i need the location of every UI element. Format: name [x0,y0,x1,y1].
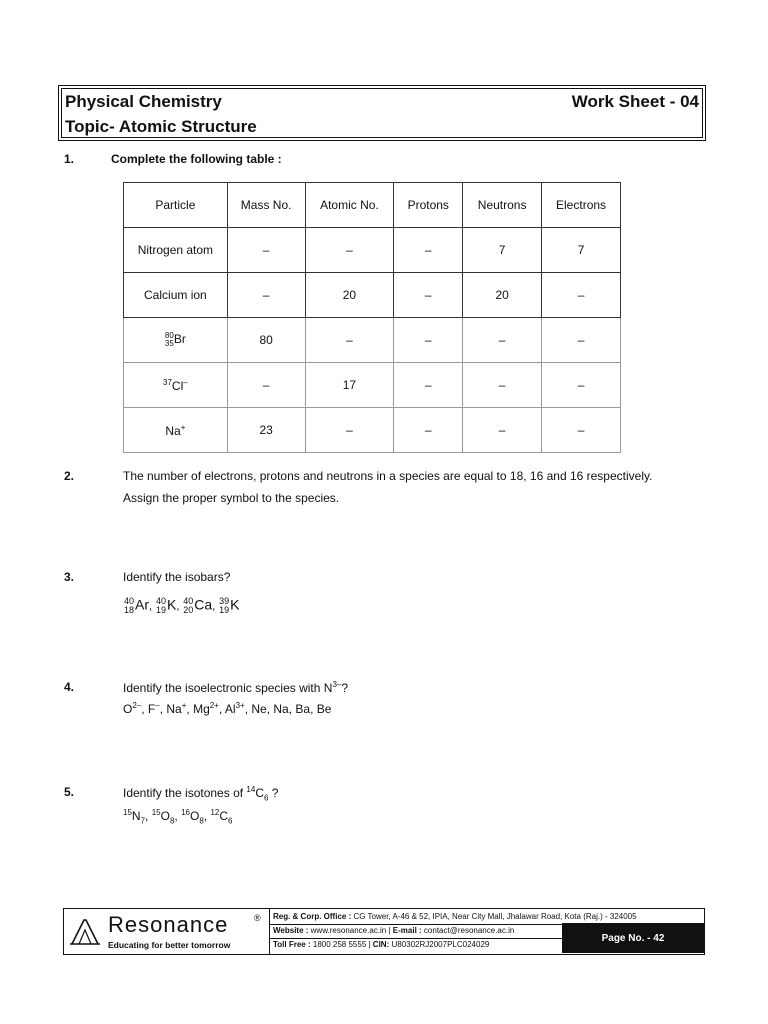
nuclide [183,597,215,615]
resonance-logo [64,909,270,954]
mass-number: 14 [246,785,256,794]
question-3-number: 3. [64,570,75,584]
ion-charge: + [180,422,186,432]
tollfree-line: Toll Free : 1800 258 5555 | CIN: U80302RJ2007PLC024029 [273,940,490,949]
question-mark: ? [268,786,279,800]
ion-charge: 3+ [235,701,245,710]
col-header: Protons [394,183,463,228]
cell-electrons: 7 [542,228,621,273]
table-row [124,273,621,318]
atomic-number: 18 [124,605,135,616]
element-symbol: Br [173,332,186,347]
footer-divider [269,938,562,939]
page-number: Page No. - 42 [562,923,704,953]
atomic-number: 20 [183,605,194,616]
email-link[interactable]: contact@resonance.ac.in [423,926,515,935]
cell-protons: – [394,273,463,318]
nuclide [124,597,152,615]
mass-number: 40 [124,596,135,607]
species-symbol: Ba [295,702,311,716]
element-symbol: Cl [171,378,184,393]
cell-protons: – [394,318,463,363]
subject-title: Physical Chemistry [65,92,222,111]
element-symbol: Ar [135,597,150,613]
cell-neutrons: – [463,318,542,363]
separator: , [203,809,211,823]
cell-particle [124,408,228,453]
col-header: Particle [124,183,228,228]
cell-atomic: – [305,228,394,273]
element-symbol: O [160,809,170,823]
cell-mass: 23 [227,408,305,453]
atomic-number: 6 [264,793,269,803]
separator: , [159,702,167,716]
species-symbol: Mg [193,702,210,716]
species-symbol: Al [224,702,236,716]
element-symbol: C [255,786,264,800]
cell-particle [124,318,228,363]
cin-label: CIN: [372,940,390,949]
ion-charge: + [181,701,187,710]
cell-atomic: 20 [305,273,394,318]
cell-electrons: – [542,273,621,318]
tollfree-value: 1800 258 5555 [312,940,367,949]
element-symbol: K [166,597,177,613]
cell-mass: 80 [227,318,305,363]
ion-charge: 2– [132,701,142,710]
element-symbol: Ca [194,597,213,613]
table-row [124,318,621,363]
col-header: Mass No. [227,183,305,228]
separator: , [212,601,216,613]
brand-name: Resonance [108,912,229,937]
cell-electrons: – [542,318,621,363]
separator: , [149,601,153,613]
element-symbol: Na [165,423,181,438]
separator: , [174,809,182,823]
cell-atomic: – [305,318,394,363]
mass-number: 40 [183,596,194,607]
mass-number: 80 [164,331,174,340]
species-symbol: O [123,702,133,716]
separator: , [145,809,152,823]
cell-particle: Nitrogen atom [124,228,228,273]
worksheet-number: Work Sheet - 04 [571,92,699,111]
question-2-number: 2. [64,469,75,483]
mass-number: 15 [151,808,161,817]
cell-atomic: – [305,408,394,453]
separator: , [244,702,252,716]
question-5-prompt: Identify the isotones of [123,786,247,800]
question-4-prompt: Identify the isoelectronic species with N [123,681,333,695]
atomic-number: 8 [169,816,175,826]
cell-mass: – [227,363,305,408]
ion-charge: 2+ [209,701,219,710]
atomic-number: 8 [199,816,204,826]
website-link[interactable]: www.resonance.ac.in [310,926,387,935]
atomic-number: 19 [219,605,230,616]
mass-number: 12 [210,808,220,817]
separator: , [288,702,296,716]
mass-number: 39 [219,596,230,607]
question-4-text [123,680,348,695]
species-symbol: Be [316,702,332,716]
question-1-number: 1. [64,152,75,166]
question-2-line-1: The number of electrons, protons and neutrons in a species are equal to 18, 16 and 16 respectively. [123,469,653,483]
atomic-number: 19 [155,605,166,616]
question-4-number: 4. [64,680,75,694]
office-value: CG Tower, A-46 & 52, IPIA, Near City Mall, Jhalawar Road, Kota (Raj.) - 324005 [353,912,637,921]
cell-particle: Calcium ion [124,273,228,318]
email-label: E-mail : [392,926,422,935]
mass-number: 16 [181,808,190,817]
separator: , [176,601,180,613]
website-label: Website : [273,926,309,935]
cell-protons: – [394,408,463,453]
isotone-options [123,808,232,825]
isobar-list [124,597,240,615]
office-label: Reg. & Corp. Office : [273,912,352,921]
cell-neutrons: – [463,408,542,453]
cell-particle [124,363,228,408]
cell-electrons: – [542,363,621,408]
ion-charge: 3– [332,680,342,689]
element-symbol: O [189,809,200,823]
nuclide [156,597,179,615]
table-header-row [124,183,621,228]
question-5-text [123,785,278,802]
ion-charge: – [183,377,188,387]
resonance-logo-icon [70,917,100,945]
element-symbol: C [219,809,229,823]
ion-charge: – [155,701,160,710]
cell-neutrons: 20 [463,273,542,318]
species-symbol: Na [273,702,289,716]
question-5-number: 5. [64,785,75,799]
worksheet-header [58,85,706,141]
question-3-text: Identify the isobars? [123,570,231,584]
page-footer [63,908,705,955]
office-address [269,912,708,921]
cell-mass: – [227,228,305,273]
cell-protons: – [394,228,463,273]
cell-electrons: – [542,408,621,453]
separator: , [186,702,194,716]
table-row [124,363,621,408]
registered-mark: ® [254,913,261,923]
species-symbol: Na [166,702,182,716]
question-1-text: Complete the following table : [111,152,282,166]
cell-mass: – [227,273,305,318]
separator: , [310,702,317,716]
atomic-number: 6 [228,816,233,826]
contact-line: Website : www.resonance.ac.in | E-mail : contact@resonance.ac.in [273,926,515,935]
species-symbol: F [147,702,156,716]
separator: , [141,702,148,716]
particle-table [123,182,621,453]
col-header: Atomic No. [305,183,394,228]
species-symbol: Ne [251,702,267,716]
tollfree-label: Toll Free : [273,940,311,949]
brand-tagline: Educating for better tomorrow [108,940,231,950]
col-header: Electrons [542,183,621,228]
mass-number: 37 [163,377,172,387]
cell-neutrons: – [463,363,542,408]
mass-number: 15 [123,808,132,817]
question-2-line-2: Assign the proper symbol to the species. [123,491,340,505]
cell-atomic: 17 [305,363,394,408]
atomic-number: 35 [164,339,174,348]
element-symbol: K [230,597,240,613]
element-symbol: N [131,809,141,823]
table-row [124,228,621,273]
nuclide [219,597,239,615]
atomic-number: 7 [140,816,146,826]
cell-neutrons: 7 [463,228,542,273]
topic-title: Topic- Atomic Structure [65,117,257,136]
separator: , [218,702,225,716]
question-mark: ? [341,681,349,695]
mass-number: 40 [155,596,166,607]
cell-protons: – [394,363,463,408]
separator: , [266,702,274,716]
col-header: Neutrons [463,183,542,228]
cin-value: U80302RJ2007PLC024029 [391,940,490,949]
species-list [123,701,331,716]
table-row [124,408,621,453]
